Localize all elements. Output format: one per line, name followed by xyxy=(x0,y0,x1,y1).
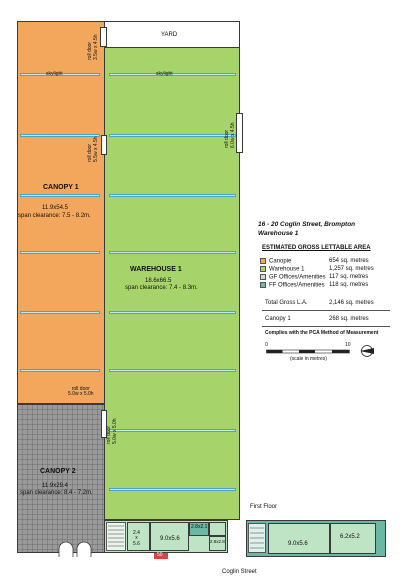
canopy-2-name: CANOPY 2 xyxy=(40,468,76,475)
legend-row: FF Offices/Amenities 118 sq. metres xyxy=(260,282,325,289)
legend-area: 118 sq. metres xyxy=(329,282,369,288)
scale-caption: (scale in metres) xyxy=(290,356,327,362)
legend-swatch xyxy=(260,258,266,264)
office-dims-label: 2.4 x 5.6 xyxy=(133,530,140,547)
canopy-1-name: CANOPY 1 xyxy=(43,184,79,191)
legend-row: Warehouse 1 1,257 sq. metres xyxy=(260,266,304,273)
office-dims-label: 2.8x2.8 xyxy=(210,539,225,544)
legend-row: Canopie 654 sq. metres xyxy=(260,258,291,265)
skylight-strip xyxy=(109,369,236,372)
north-arrow-icon xyxy=(358,343,376,359)
office-room xyxy=(209,522,226,536)
skylight-strip xyxy=(20,194,100,197)
canopy-2-span: span clearance: 8.4 - 7.2m. xyxy=(20,490,93,496)
skylight-strip xyxy=(20,369,100,372)
canopy-1-dims: 11.9x54.5 xyxy=(42,205,68,211)
first-floor-label: First Floor xyxy=(250,504,277,510)
legend-area: 654 sq. metres xyxy=(329,258,369,264)
office-room xyxy=(268,523,330,554)
legend-swatch xyxy=(260,266,266,272)
office-dims-label: 2.8x2.1 xyxy=(191,524,208,530)
total-area: 2,146 sq. metres xyxy=(329,300,374,306)
legend-area: 1,257 sq. metres xyxy=(329,266,374,272)
stairs-icon xyxy=(106,522,126,551)
yard-label: YARD xyxy=(161,32,178,38)
scale-end: 10 xyxy=(345,342,351,348)
skylight-strip xyxy=(109,251,236,254)
street-label: Coglin Street xyxy=(222,569,257,575)
roll-door-label: roll door 3.5w x 4.5h xyxy=(87,34,99,60)
total-label: Total Gross L.A. xyxy=(265,300,308,306)
roll-door-opening xyxy=(101,135,107,155)
office-dims-label: 6.2x5.2 xyxy=(340,534,360,540)
roll-door-opening xyxy=(236,113,243,153)
scale-start: 0 xyxy=(265,342,268,348)
legend-row: GF Offices/Amenities 117 sq. metres xyxy=(260,274,326,281)
skylight-label: skylight xyxy=(156,71,173,77)
roll-door-opening xyxy=(100,27,107,47)
skylight-strip xyxy=(20,311,100,314)
legend-swatch xyxy=(260,274,266,280)
canopy1-total-area: 268 sq. metres xyxy=(329,316,369,322)
red-tag-label: 50 xyxy=(157,552,163,558)
office-dims-label: 9.0x5.6 xyxy=(288,541,308,547)
skylight-label: skylight xyxy=(46,71,63,77)
divider xyxy=(262,326,390,327)
address-line: 16 - 20 Coglin Street, Brompton xyxy=(258,221,356,228)
warehouse-1-area xyxy=(104,47,240,520)
legend-swatch xyxy=(260,282,266,288)
warehouse-1-name: WAREHOUSE 1 xyxy=(130,266,182,273)
legend-area: 117 sq. metres xyxy=(329,274,369,280)
office-dims-label: 9.0x5.6 xyxy=(160,536,180,542)
warehouse-1-span: span clearance: 7.4 - 8.3m. xyxy=(125,285,198,291)
canopy-2-dims: 11.9x29.4 xyxy=(42,483,68,489)
canopy1-total-label: Canopy 1 xyxy=(265,316,291,322)
canopy-1-span: span clearance: 7.5 - 8.2m. xyxy=(18,213,91,219)
scale-bar xyxy=(266,349,350,355)
roll-door-label: roll door 5.0w x 5.0h xyxy=(106,418,118,444)
gla-title: ESTIMATED GROSS LETTABLE AREA xyxy=(262,245,371,251)
roll-door-label: roll door 5.0w x 5.0h xyxy=(68,386,94,398)
skylight-strip xyxy=(109,311,236,314)
entry-arches xyxy=(58,541,92,557)
canopy-2-area xyxy=(17,404,105,553)
roll-door-label: roll door 6.0w x 4.5h xyxy=(224,122,236,148)
divider xyxy=(262,310,390,311)
pca-note: Complies with the PCA Method of Measurement xyxy=(265,330,379,336)
skylight-strip xyxy=(20,251,100,254)
skylight-strip xyxy=(109,488,236,491)
skylight-strip xyxy=(109,194,236,197)
stairs-icon xyxy=(248,523,266,553)
roll-door-label: roll door 5.5w x 4.5h xyxy=(87,136,99,162)
skylight-strip xyxy=(109,134,236,137)
address-subline: Warehouse 1 xyxy=(258,230,299,237)
warehouse-1-dims: 18.6x66.5 xyxy=(145,278,172,284)
skylight-strip xyxy=(109,429,236,432)
